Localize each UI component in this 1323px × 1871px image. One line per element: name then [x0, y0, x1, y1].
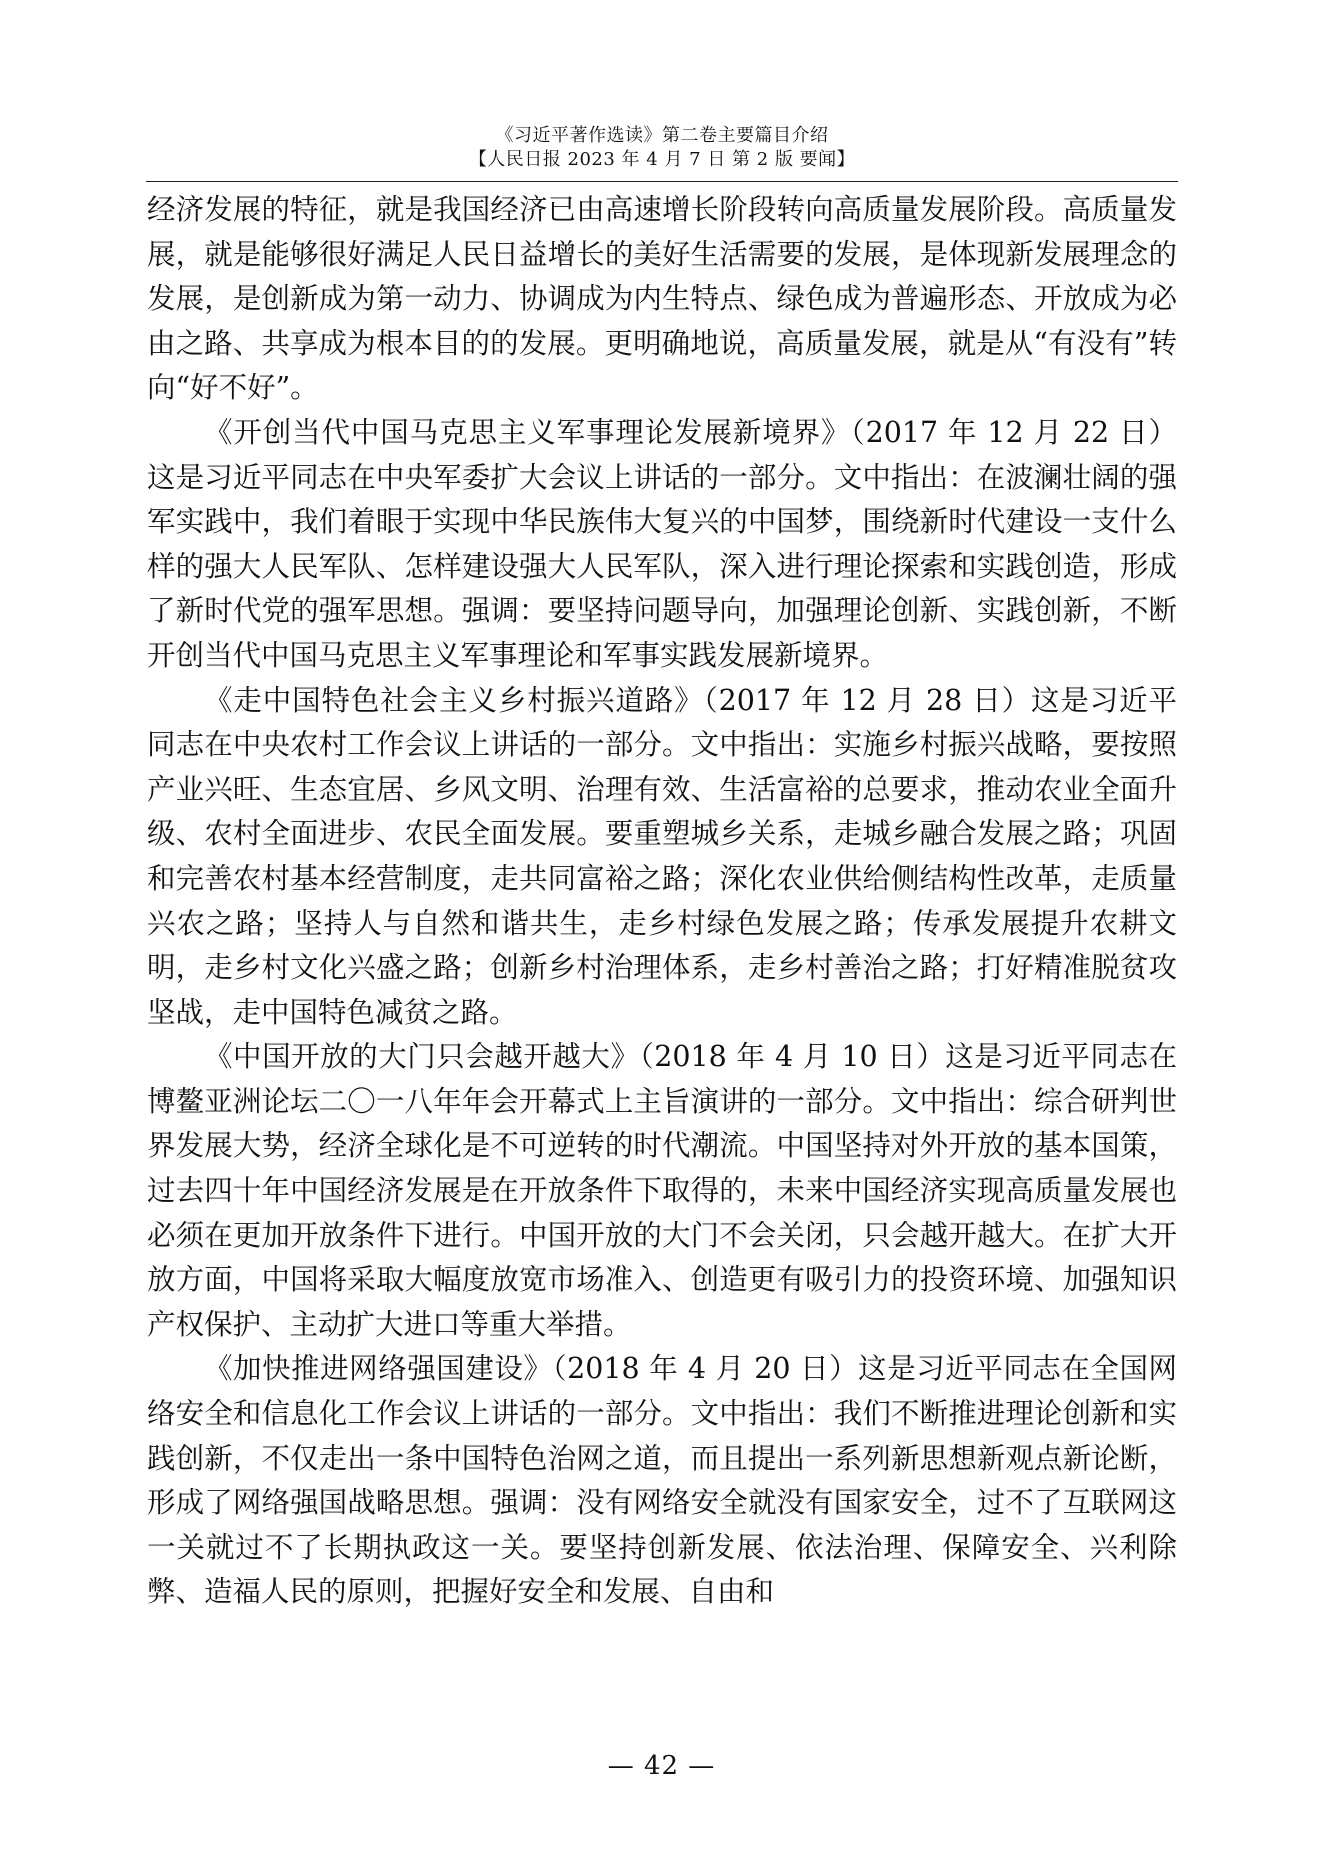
header-divider	[146, 181, 1178, 182]
page-number: — 42 —	[607, 1751, 716, 1781]
article-body	[147, 188, 1177, 1615]
header-source: 【人民日报 2023 年 4 月 7 日 第 2 版 要闻】	[468, 149, 856, 170]
paragraph-military-theory: 《开创当代中国马克思主义军事理论发展新境界》（2017 年 12 月 22 日）这是习近平同志在中央军委扩大会议上讲话的一部分。文中指出：在波澜壮阔的强军实践中，我们着眼于实现中华民族伟大复兴的中国梦，围绕新时代建设一支什么样的强大人民军队、怎样建设强大人民军队，深入进行理论探索和实践创造，形成了新时代党的强军思想。强调：要坚持问题导向，加强理论创新、实践创新，不断开创当代中国马克思主义军事理论和军事实践发展新境界。	[147, 415, 1177, 672]
paragraph-continued: 经济发展的特征，就是我国经济已由高速增长阶段转向高质量发展阶段。高质量发展，就是能够很好满足人民日益增长的美好生活需要的发展，是体现新发展理念的发展，是创新成为第一动力、协调成为内生特点、绿色成为普遍形态、开放成为必由之路、共享成为根本目的的发展。更明确地说，高质量发展，就是从“有没有”转向“好不好”。	[147, 193, 1177, 405]
paragraph-opening-up: 《中国开放的大门只会越开越大》（2018 年 4 月 10 日）这是习近平同志在博鳌亚洲论坛二〇一八年年会开幕式上主旨演讲的一部分。文中指出：综合研判世界发展大势，经济全球化是不可逆转的时代潮流。中国坚持对外开放的基本国策，过去四十年中国经济发展是在开放条件下取得的，未来中国经济实现高质量发展也必须在更加开放条件下进行。中国开放的大门不会关闭，只会越开越大。在扩大开放方面，中国将采取大幅度放宽市场准入、创造更有吸引力的投资环境、加强知识产权保护、主动扩大进口等重大举措。	[147, 1040, 1177, 1341]
header-title: 《习近平著作选读》第二卷主要篇目介绍	[495, 125, 829, 146]
paragraph-cyber-power: 《加快推进网络强国建设》（2018 年 4 月 20 日）这是习近平同志在全国网络安全和信息化工作会议上讲话的一部分。文中指出：我们不断推进理论创新和实践创新，不仅走出一条中国特色治网之道，而且提出一系列新思想新观点新论断，形成了网络强国战略思想。强调：没有网络安全就没有国家安全，过不了互联网这一关就过不了长期执政这一关。要坚持创新发展、依法治理、保障安全、兴利除弊、造福人民的原则，把握好安全和发展、自由和	[147, 1352, 1177, 1609]
page-header	[146, 124, 1178, 172]
paragraph-rural-revitalization: 《走中国特色社会主义乡村振兴道路》（2017 年 12 月 28 日）这是习近平同志在中央农村工作会议上讲话的一部分。文中指出：实施乡村振兴战略，要按照产业兴旺、生态宜居、乡风文明、治理有效、生活富裕的总要求，推动农业全面升级、农村全面进步、农民全面发展。要重塑城乡关系，走城乡融合发展之路；巩固和完善农村基本经营制度，走共同富裕之路；深化农业供给侧结构性改革，走质量兴农之路；坚持人与自然和谐共生，走乡村绿色发展之路；传承发展提升农耕文明，走乡村文化兴盛之路；创新乡村治理体系，走乡村善治之路；打好精准脱贫攻坚战，走中国特色减贫之路。	[147, 683, 1177, 1029]
